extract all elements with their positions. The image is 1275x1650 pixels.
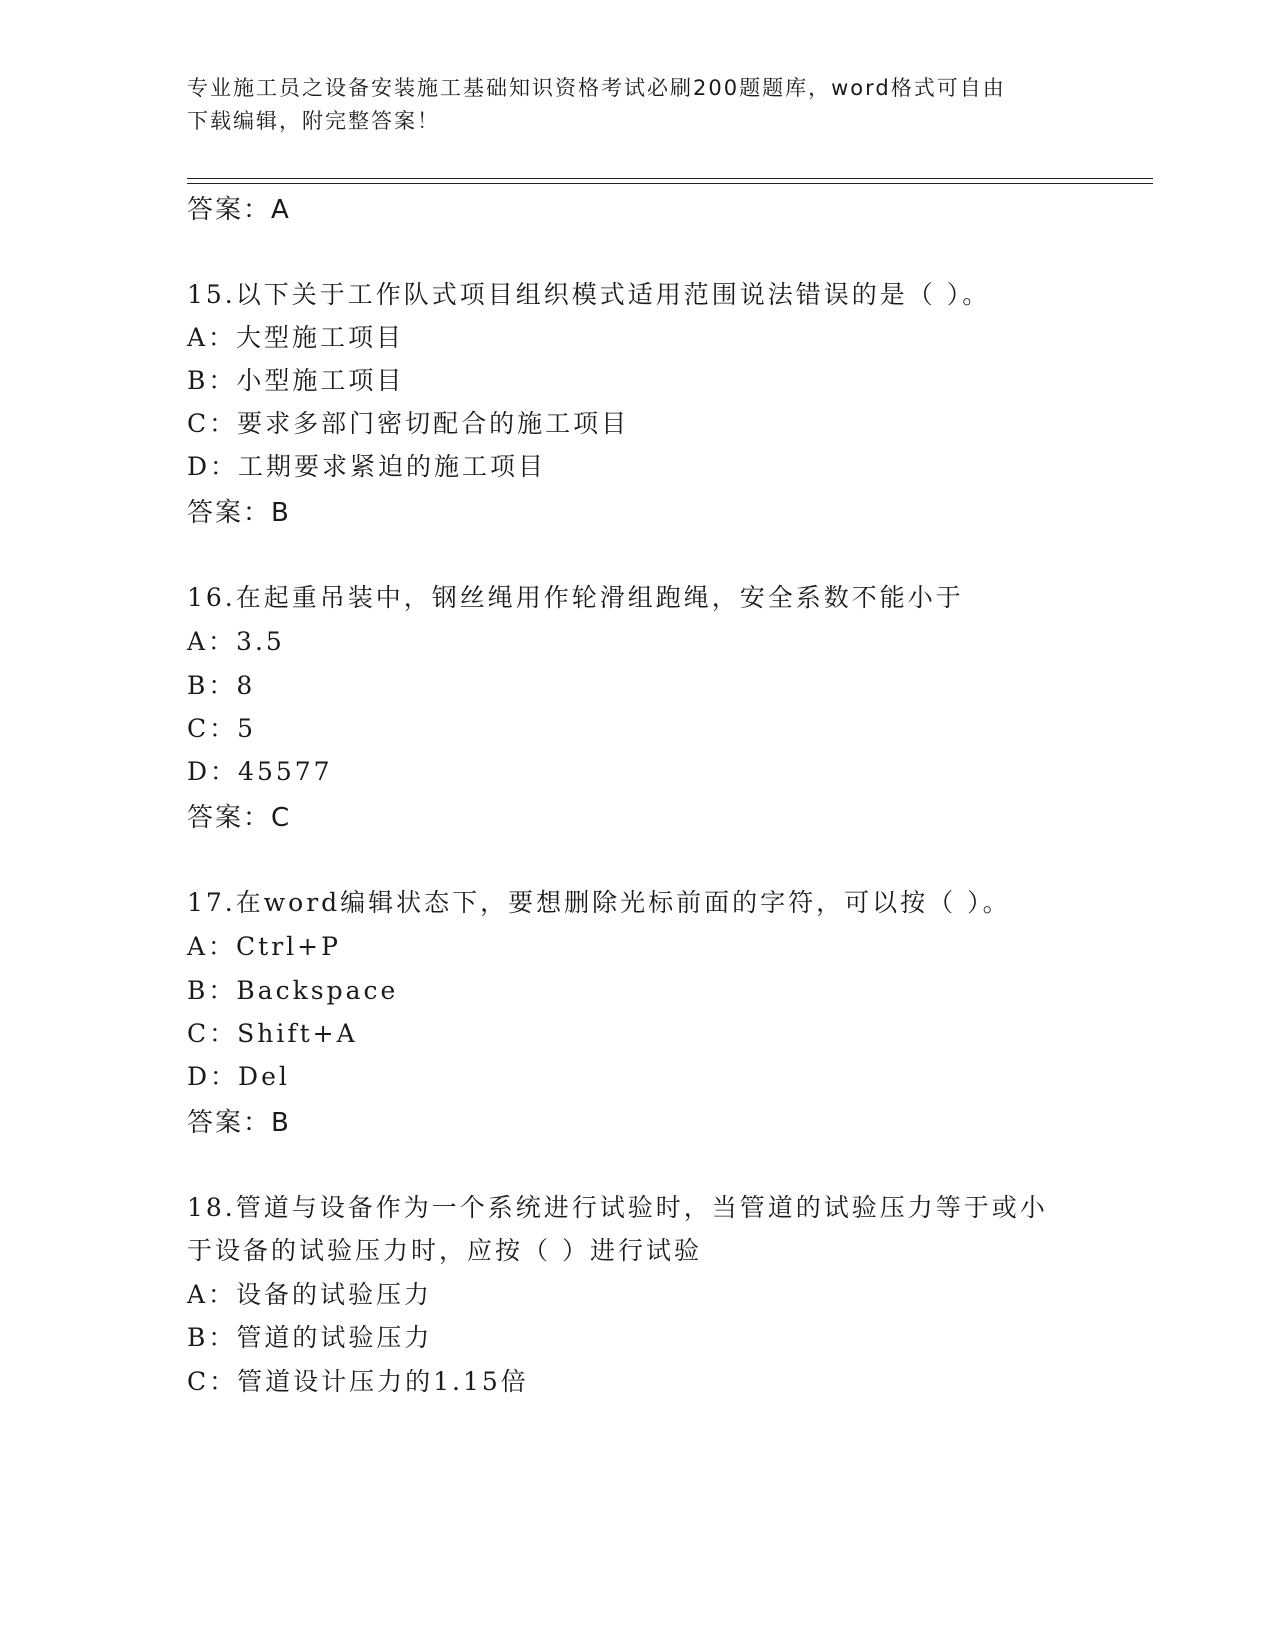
question-18-line-2: 于设备的试验压力时，应按（ ）进行试验 (187, 1236, 702, 1265)
q15-answer: 答案：B (187, 498, 291, 528)
previous-answer: 答案：A (187, 195, 291, 225)
q15-option-d: D：工期要求紧迫的施工项目 (187, 452, 547, 481)
q15-option-b: B：小型施工项目 (187, 366, 405, 395)
header-divider-bottom (187, 183, 1153, 184)
q17-option-b: B：Backspace (187, 976, 399, 1005)
q18-option-a: A：设备的试验压力 (187, 1280, 433, 1309)
q17-answer: 答案：B (187, 1108, 291, 1138)
q18-option-b: B：管道的试验压力 (187, 1323, 433, 1352)
question-17: 17.在word编辑状态下，要想删除光标前面的字符，可以按（ ）。 (187, 888, 1011, 917)
header-line-1: 专业施工员之设备安装施工基础知识资格考试必刷200题题库，word格式可自由 (187, 76, 1006, 100)
q16-option-c: C：5 (187, 714, 257, 743)
header-divider-top (187, 178, 1153, 179)
q17-option-a: A：Ctrl+P (187, 932, 341, 961)
q15-option-c: C：要求多部门密切配合的施工项目 (187, 409, 630, 438)
question-16: 16.在起重吊装中，钢丝绳用作轮滑组跑绳，安全系数不能小于 (187, 583, 964, 612)
q18-option-c: C：管道设计压力的1.15倍 (187, 1367, 529, 1396)
document-header (187, 72, 1087, 138)
question-18-line-1: 18.管道与设备作为一个系统进行试验时，当管道的试验压力等于或小 (187, 1193, 1048, 1222)
q16-option-a: A：3.5 (187, 627, 285, 656)
q16-option-d: D：45577 (187, 757, 333, 786)
q16-option-b: B：8 (187, 671, 256, 700)
q17-option-d: D：Del (187, 1062, 290, 1091)
header-line-2: 下载编辑，附完整答案！ (187, 109, 440, 133)
question-15: 15.以下关于工作队式项目组织模式适用范围说法错误的是（ ）。 (187, 280, 991, 309)
q16-answer: 答案：C (187, 803, 292, 833)
q17-option-c: C：Shift+A (187, 1019, 358, 1048)
q15-option-a: A：大型施工项目 (187, 323, 405, 352)
